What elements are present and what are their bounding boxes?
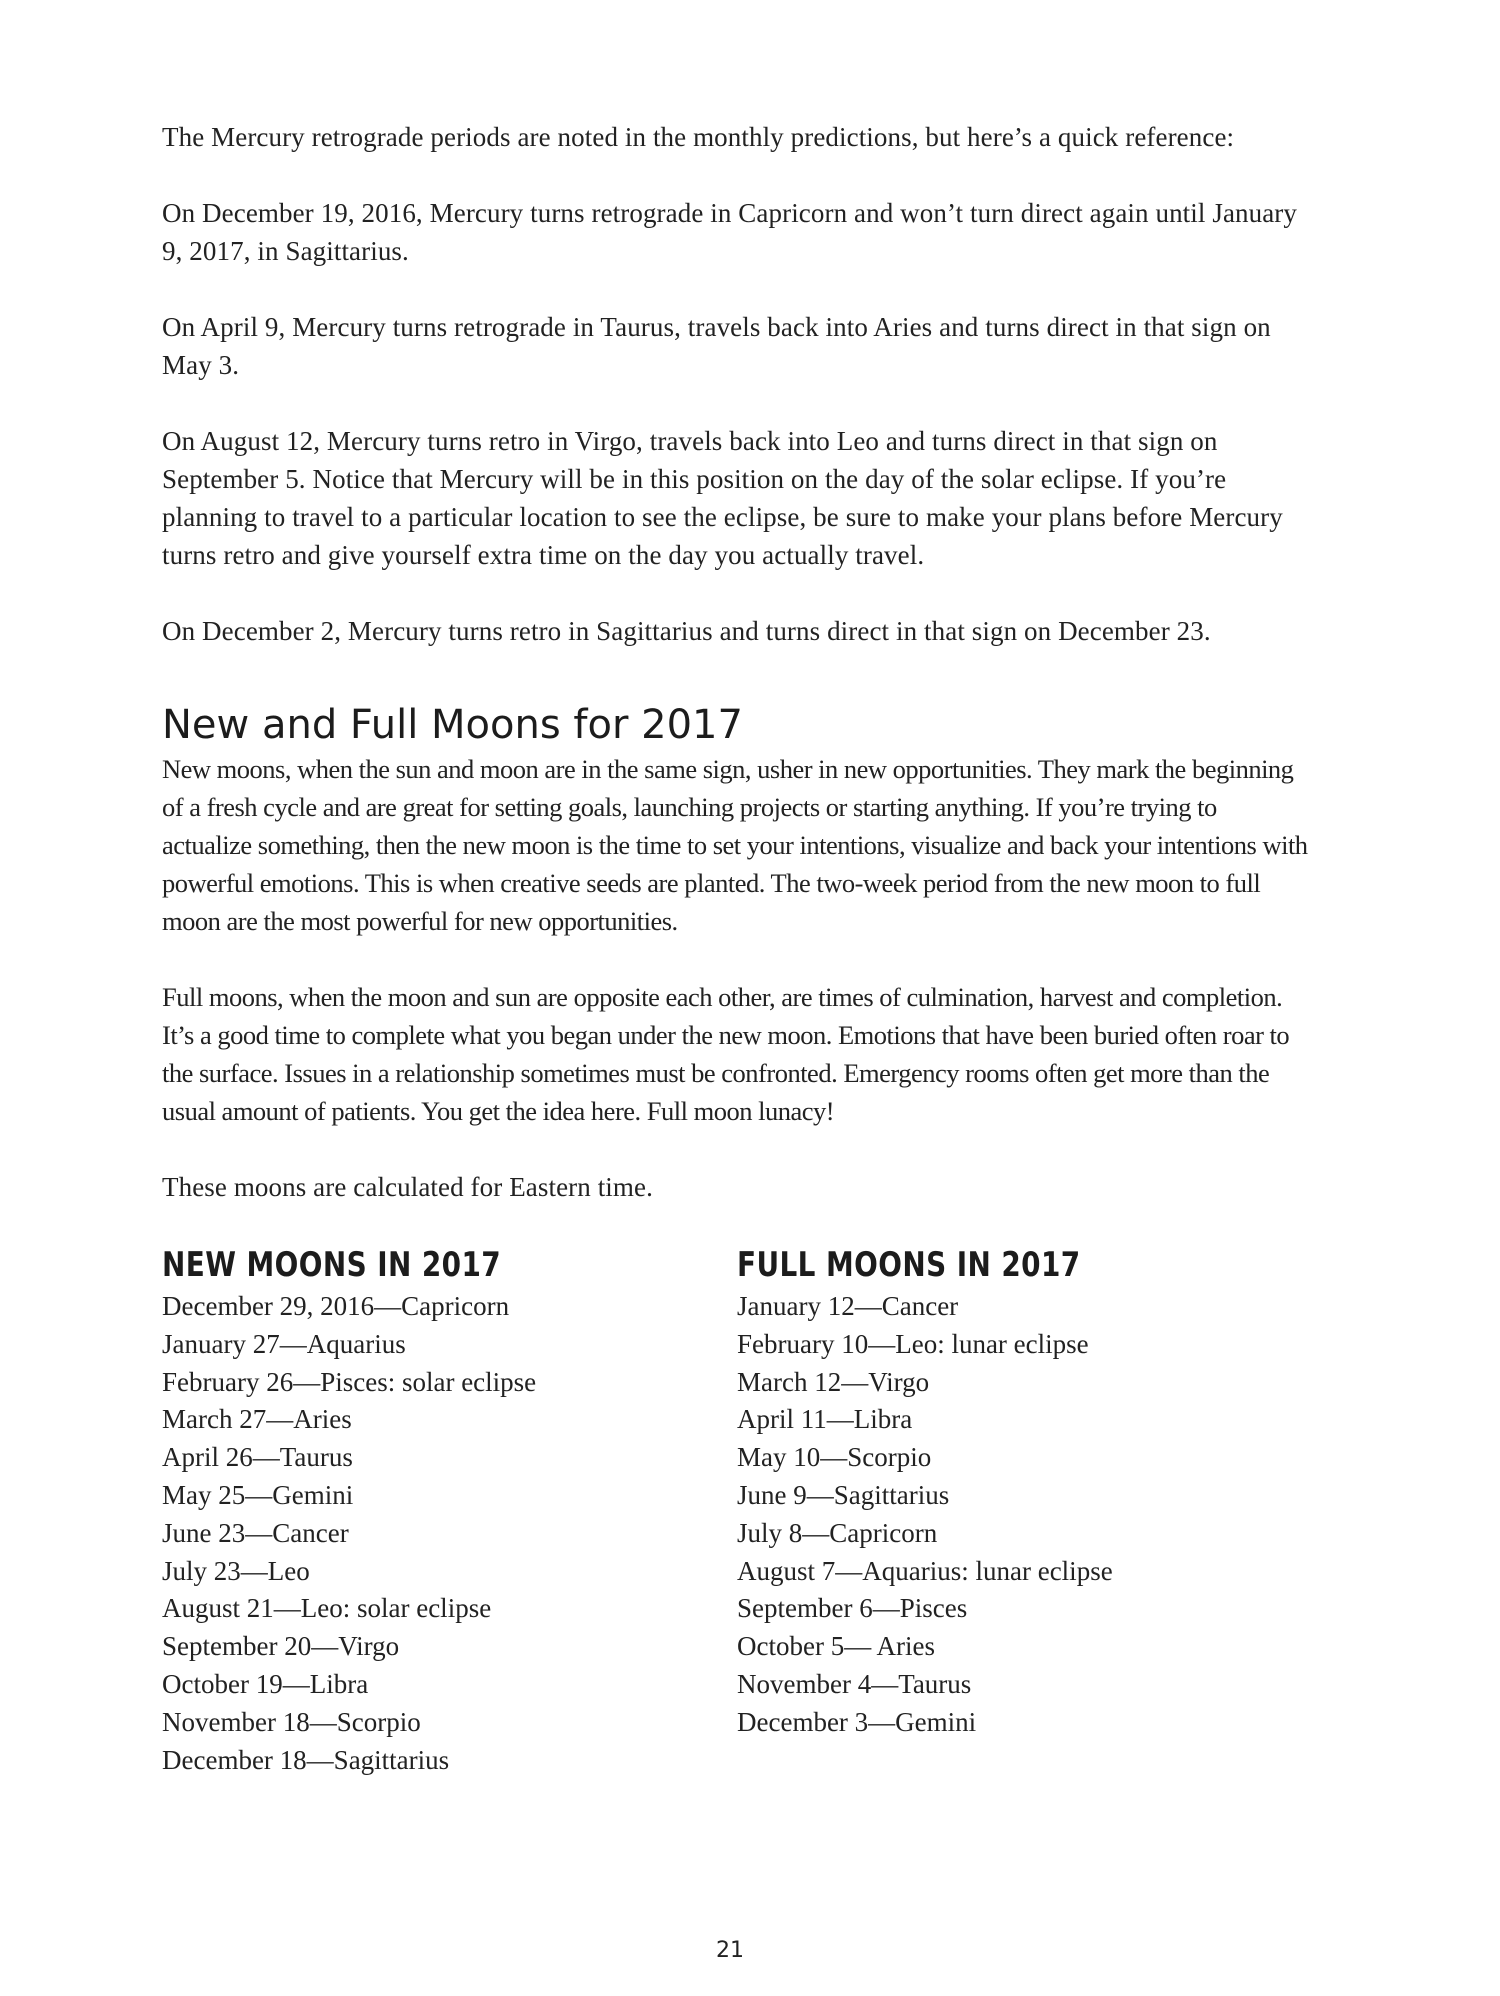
list-item: January 12—Cancer [737, 1291, 959, 1321]
list-item: March 12—Virgo [737, 1366, 930, 1397]
new-moons-column [162, 1244, 737, 1779]
list-item: June 9—Sagittarius [737, 1479, 950, 1510]
list-item: July 8—Capricorn [737, 1517, 938, 1548]
full-moons-title: FULL MOONS IN 2017 [737, 1245, 1081, 1285]
mercury-reference-intro: The Mercury retrograde periods are noted in the monthly predictions, but here’s a quick reference: [162, 122, 1235, 152]
mercury-retrograde-december: On December 19, 2016, Mercury turns retrograde in Capricorn and won’t turn direct again until January 9, 2017, in Sagittarius. [162, 198, 1298, 266]
section-heading: New and Full Moons for 2017 [162, 702, 743, 748]
moon-columns [162, 1244, 1312, 1779]
list-item: October 19—Libra [162, 1668, 369, 1699]
list-item: August 21—Leo: solar eclipse [162, 1593, 492, 1624]
list-item: November 18—Scorpio [162, 1706, 421, 1737]
list-item: March 27—Aries [162, 1404, 352, 1435]
page-number: 21 [716, 1938, 744, 1963]
list-item: June 23—Cancer [162, 1517, 349, 1548]
list-item: April 26—Taurus [162, 1442, 353, 1473]
list-item: November 4—Taurus [737, 1668, 972, 1699]
list-item: December 3—Gemini [737, 1706, 977, 1737]
list-item: April 11—Libra [737, 1404, 913, 1435]
full-moons-column [737, 1244, 1312, 1779]
list-item: February 10—Leo: lunar eclipse [737, 1328, 1089, 1359]
new-moon-paragraph: New moons, when the sun and moon are in the same sign, usher in new opportunities. They mark the beginning of a fresh cycle and are great for setting goals, launching projects or starting anything. If you’re trying to actualize something, then the new moon is the time to set your intentions, visualize and back your intentions with powerful emotions. This is when creative seeds are planted. The two-week period from the new moon to full moon are the most powerful for new opportunities. [162, 754, 1308, 936]
mercury-retrograde-april: On April 9, Mercury turns retrograde in Taurus, travels back into Aries and turns direct in that sign on May 3. [162, 312, 1271, 380]
mercury-retrograde-august: On August 12, Mercury turns retro in Virgo, travels back into Leo and turns direct in that sign on September 5. Notice that Mercury will be in this position on the day of the solar eclipse. If you’re planning to travel to a particular location to see the eclipse, be sure to make your plans before Mercury turns retro and give yourself extra time on the day you actually travel. [162, 426, 1283, 570]
list-item: May 10—Scorpio [737, 1442, 932, 1473]
list-item: August 7—Aquarius: lunar eclipse [737, 1555, 1113, 1586]
new-moons-list [162, 1288, 737, 1779]
list-item: December 18—Sagittarius [162, 1744, 450, 1775]
page-content [162, 118, 1312, 1779]
list-item: May 25—Gemini [162, 1479, 354, 1510]
list-item: January 27—Aquarius [162, 1328, 406, 1359]
full-moons-list [737, 1288, 1312, 1742]
new-moons-title: NEW MOONS IN 2017 [162, 1245, 502, 1285]
full-moon-paragraph: Full moons, when the moon and sun are opposite each other, are times of culmination, harvest and completion. It’s a good time to complete what you began under the new moon. Emotions that have been buried often roar to the surface. Issues in a relationship sometimes must be confronted. Emergency rooms often get more than the usual amount of patients. You get the idea here. Full moon lunacy! [162, 982, 1290, 1126]
list-item: September 20—Virgo [162, 1631, 400, 1662]
list-item: September 6—Pisces [737, 1593, 968, 1624]
list-item: July 23—Leo [162, 1555, 310, 1586]
timezone-note: These moons are calculated for Eastern time. [162, 1172, 653, 1202]
mercury-retrograde-december-2: On December 2, Mercury turns retro in Sagittarius and turns direct in that sign on December 23. [162, 616, 1211, 646]
list-item: October 5— Aries [737, 1631, 935, 1662]
list-item: December 29, 2016—Capricorn [162, 1291, 510, 1321]
list-item: February 26—Pisces: solar eclipse [162, 1366, 537, 1397]
